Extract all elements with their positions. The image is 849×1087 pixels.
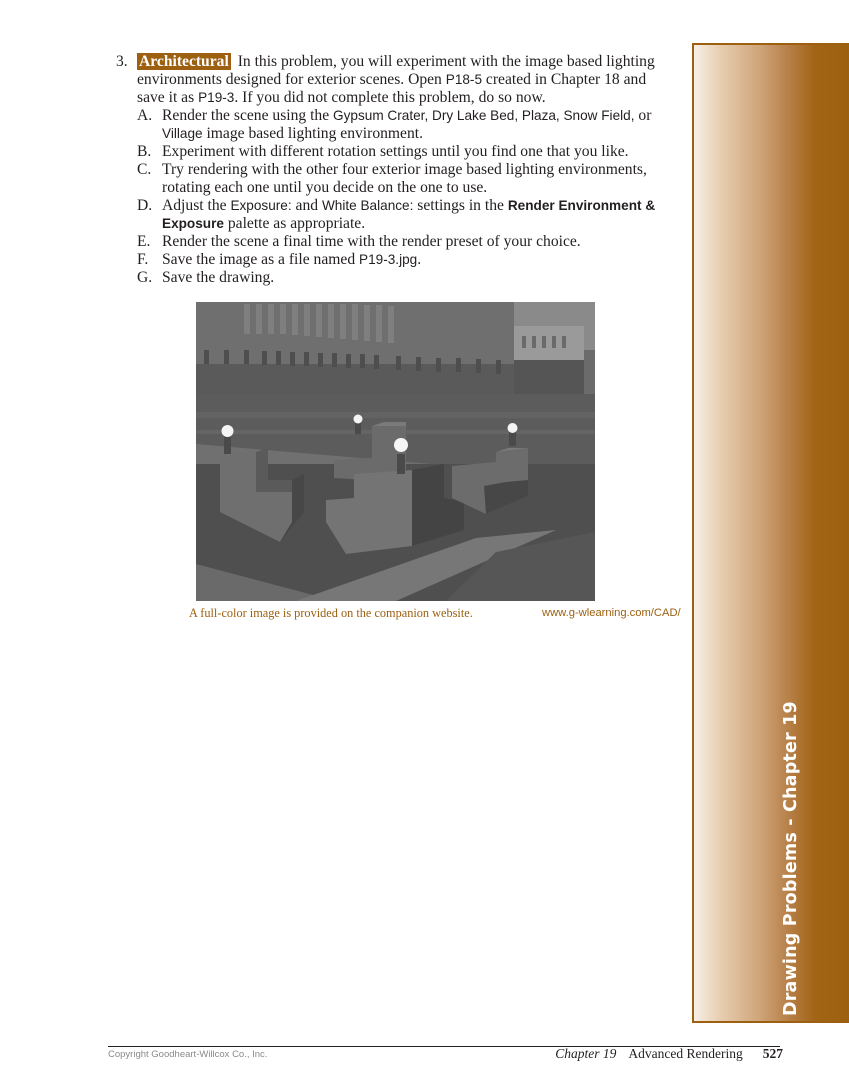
step-text: Save the image as a file named: [162, 251, 360, 268]
file-name-p18-5: P18-5: [445, 72, 483, 87]
step-c-continuation: rotating each one until you decide on the one to use.: [162, 179, 488, 196]
scene-illustration: [196, 302, 595, 601]
intro-text-line-2: [137, 71, 646, 89]
intro-text: created in Chapter 18 and: [482, 71, 647, 88]
step-text: image based lighting environment.: [202, 125, 423, 142]
side-tab-label: Drawing Problems - Chapter 19: [781, 701, 801, 1016]
step-letter-c: C.: [137, 161, 152, 178]
page-number: 527: [762, 1046, 783, 1061]
environment-names: Gypsum Crater, Dry Lake Bed, Plaza, Snow Field,: [333, 108, 635, 123]
intro-text-line-3: [137, 89, 546, 107]
step-letter-d: D.: [137, 197, 153, 214]
problem-number: 3.: [116, 53, 128, 70]
step-text: palette as appropriate.: [223, 215, 366, 232]
step-a-continuation: [162, 125, 423, 143]
figure-caption: A full-color image is provided on the companion website.: [189, 606, 473, 620]
setting-exposure: Exposure:: [230, 198, 292, 213]
step-text: settings in the: [413, 197, 508, 214]
companion-website-link[interactable]: www.g-wlearning.com/CAD/: [542, 607, 681, 619]
step-letter-g: G.: [137, 269, 153, 286]
step-e-text: Render the scene a final time with the render preset of your choice.: [162, 233, 581, 250]
palette-name: Render Environment &: [507, 198, 656, 213]
footer-chapter-title: Advanced Rendering: [628, 1046, 743, 1061]
intro-text-line-1: In this problem, you will experiment with the image based lighting: [237, 53, 655, 70]
file-name-p19-3: P19-3: [198, 90, 235, 105]
running-footer: [555, 1046, 783, 1062]
file-name-p19-3-jpg: P19-3.jpg: [359, 252, 418, 267]
intro-text: save it as: [137, 89, 199, 106]
step-g-text: Save the drawing.: [162, 269, 275, 286]
environment-name-village: Village: [162, 126, 203, 141]
rendered-scene-image: [196, 302, 595, 601]
intro-text: . If you did not complete this problem, do so now.: [234, 89, 546, 106]
step-letter-b: B.: [137, 143, 152, 160]
step-c-text: Try rendering with the other four exterior image based lighting environments,: [162, 161, 647, 178]
step-letter-e: E.: [137, 233, 151, 250]
step-letter-f: F.: [137, 251, 149, 268]
footer-chapter: Chapter 19: [555, 1046, 617, 1061]
step-d-text: [162, 197, 655, 215]
step-f-text: [162, 251, 421, 269]
setting-white-balance: White Balance:: [321, 198, 414, 213]
step-text: and: [291, 197, 322, 214]
category-badge: Architectural: [139, 53, 229, 70]
chapter-side-tab: [692, 43, 849, 1023]
step-d-continuation: [162, 215, 365, 233]
copyright-notice: Copyright Goodheart-Willcox Co., Inc.: [108, 1049, 268, 1060]
step-text: .: [417, 251, 422, 268]
step-text: Render the scene using the: [162, 107, 334, 124]
step-b-text: Experiment with different rotation settings until you find one that you like.: [162, 143, 629, 160]
step-a-text: [162, 107, 651, 125]
step-letter-a: A.: [137, 107, 153, 124]
step-text: Adjust the: [162, 197, 231, 214]
intro-text: environments designed for exterior scenes. Open: [137, 71, 446, 88]
palette-name: Exposure: [162, 216, 224, 231]
step-text: or: [634, 107, 652, 124]
